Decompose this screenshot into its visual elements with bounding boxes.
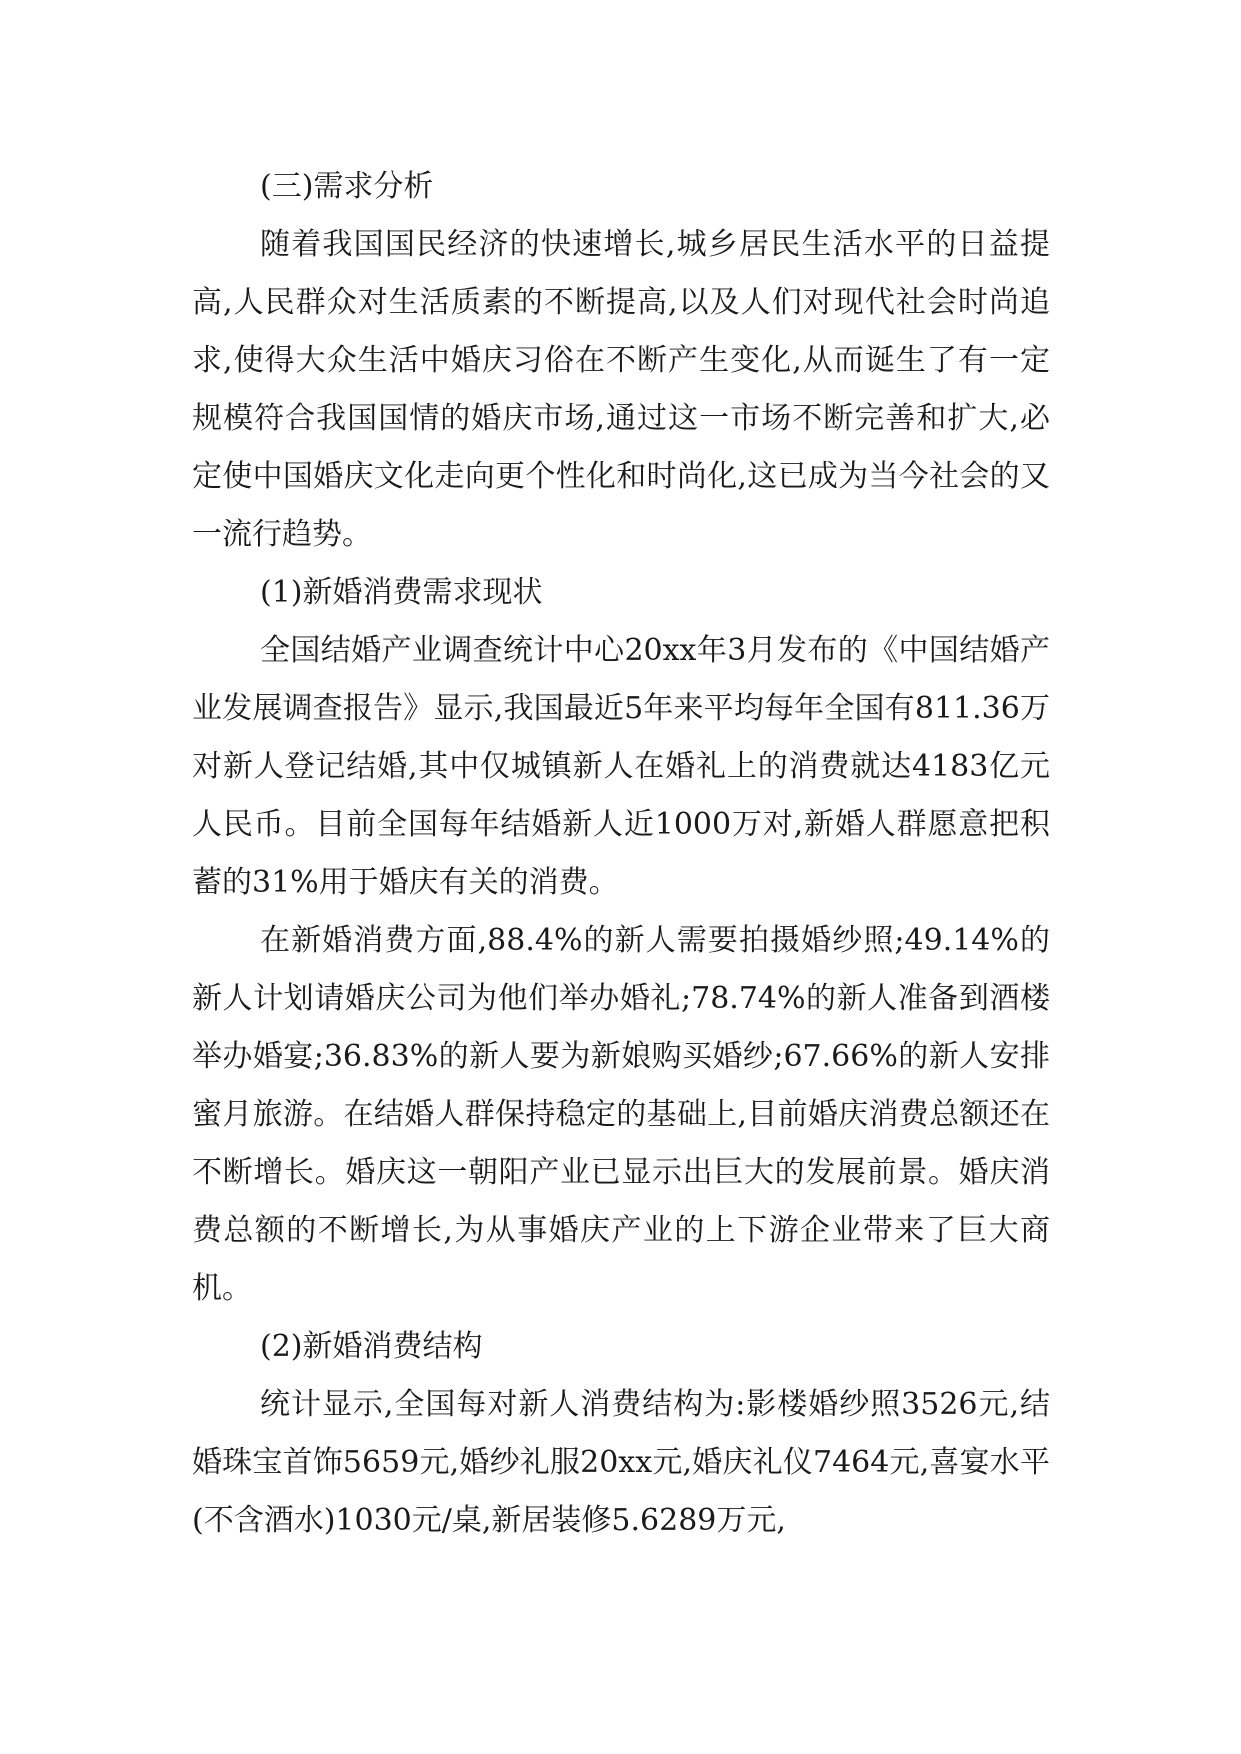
section-heading-demand-analysis: (三)需求分析 [260, 169, 434, 204]
document-body [192, 158, 1050, 1550]
paragraph-consumption-structure: 统计显示,全国每对新人消费结构为:影楼婚纱照3526元,结婚珠宝首饰5659元,婚纱礼服20xx元,婚庆礼仪7464元,喜宴水平(不含酒水)1030元/桌,新居装修5.6289万元, [192, 1387, 1050, 1538]
subheading-consumption-structure: (2)新婚消费结构 [260, 1329, 483, 1364]
paragraph-industry-report: 全国结婚产业调查统计中心20xx年3月发布的《中国结婚产业发展调查报告》显示,我国最近5年来平均每年全国有811.36万对新人登记结婚,其中仅城镇新人在婚礼上的消费就达4183亿元人民币。目前全国每年结婚新人近1000万对,新婚人群愿意把积蓄的31%用于婚庆有关的消费。 [192, 633, 1050, 900]
paragraph-market-background: 随着我国国民经济的快速增长,城乡居民生活水平的日益提高,人民群众对生活质素的不断提高,以及人们对现代社会时尚追求,使得大众生活中婚庆习俗在不断产生变化,从而诞生了有一定规模符合我国国情的婚庆市场,通过这一市场不断完善和扩大,必定使中国婚庆文化走向更个性化和时尚化,这已成为当今社会的又一流行趋势。 [192, 227, 1050, 552]
subheading-consumption-demand-status: (1)新婚消费需求现状 [260, 575, 543, 610]
paragraph-consumption-percentages: 在新婚消费方面,88.4%的新人需要拍摄婚纱照;49.14%的新人计划请婚庆公司为他们举办婚礼;78.74%的新人准备到酒楼举办婚宴;36.83%的新人要为新娘购买婚纱;67.66%的新人安排蜜月旅游。在结婚人群保持稳定的基础上,目前婚庆消费总额还在不断增长。婚庆这一朝阳产业已显示出巨大的发展前景。婚庆消费总额的不断增长,为从事婚庆产业的上下游企业带来了巨大商机。 [192, 923, 1050, 1306]
